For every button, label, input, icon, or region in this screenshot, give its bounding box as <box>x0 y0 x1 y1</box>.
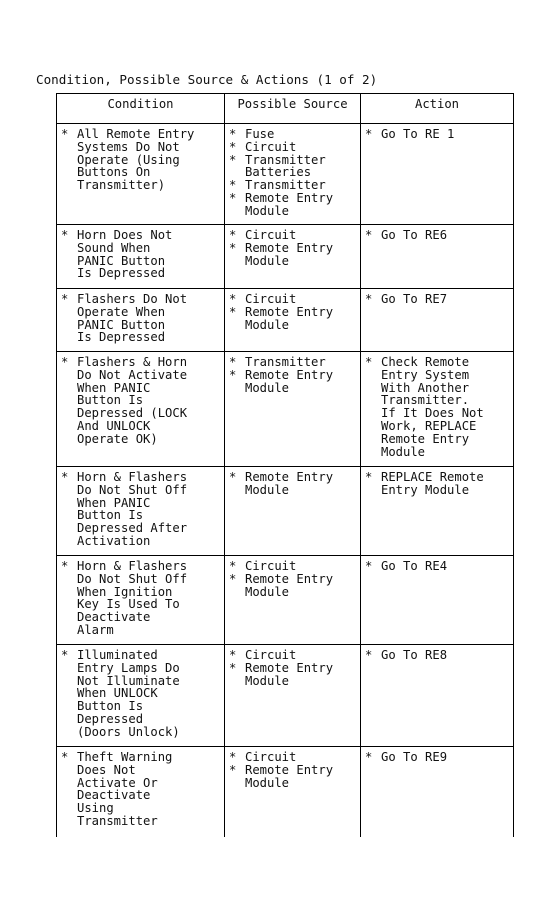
action-text: Go To RE7 <box>381 292 448 306</box>
list-item <box>61 649 220 739</box>
list-item <box>229 560 356 573</box>
source-list <box>229 560 356 598</box>
bullet-marker: * <box>229 470 237 484</box>
condition-list <box>61 356 220 446</box>
source-text: Transmitter Batteries <box>245 152 326 180</box>
action-list <box>365 128 509 141</box>
source-list <box>229 649 356 687</box>
list-item <box>229 751 356 764</box>
table-body <box>57 124 514 837</box>
condition-cell <box>57 645 225 747</box>
list-item <box>229 192 356 218</box>
source-list <box>229 293 356 331</box>
bullet-marker: * <box>365 648 373 662</box>
list-item <box>61 560 220 637</box>
source-text: Remote Entry Module <box>245 470 334 497</box>
list-item <box>229 356 356 369</box>
source-text: Circuit <box>245 292 297 306</box>
condition-cell <box>57 747 225 837</box>
source-text: Remote Entry Module <box>245 367 334 395</box>
list-item <box>61 471 220 548</box>
bullet-marker: * <box>365 127 373 141</box>
condition-text: Theft Warning Does Not Activate Or Deactivate Using Transmitter <box>77 750 173 828</box>
list-item <box>61 751 220 828</box>
source-text: Circuit <box>245 228 297 242</box>
source-text: Transmitter <box>245 355 326 369</box>
action-text: REPLACE Remote Entry Module <box>381 470 484 497</box>
bullet-marker: * <box>229 367 237 382</box>
bullet-marker: * <box>61 228 69 242</box>
table-row <box>57 352 514 467</box>
source-text: Transmitter <box>245 178 326 193</box>
list-item <box>229 306 356 332</box>
action-text: Go To RE4 <box>381 559 448 573</box>
bullet-marker: * <box>61 355 69 369</box>
bullet-marker: * <box>229 660 237 675</box>
bullet-marker: * <box>365 355 373 369</box>
action-cell <box>361 467 514 556</box>
action-cell <box>361 225 514 289</box>
list-item <box>365 293 509 306</box>
list-item <box>229 154 356 180</box>
condition-list <box>61 293 220 344</box>
source-text: Remote Entry Module <box>245 762 334 790</box>
condition-list <box>61 649 220 739</box>
action-text: Go To RE9 <box>381 750 448 764</box>
source-cell <box>225 645 361 747</box>
condition-cell <box>57 352 225 467</box>
action-text: Go To RE 1 <box>381 127 455 141</box>
condition-text: Horn Does Not Sound When PANIC Button Is Depressed <box>77 228 173 281</box>
bullet-marker: * <box>365 470 373 484</box>
bullet-marker: * <box>229 571 237 586</box>
source-cell <box>225 289 361 352</box>
action-list <box>365 356 509 458</box>
action-cell <box>361 747 514 837</box>
table-row <box>57 225 514 289</box>
source-text: Remote Entry Module <box>245 571 334 599</box>
source-text: Circuit <box>245 559 297 573</box>
condition-cell <box>57 556 225 645</box>
action-cell <box>361 645 514 747</box>
list-item <box>365 560 509 573</box>
source-text: Circuit <box>245 139 297 154</box>
header-row <box>57 94 514 124</box>
action-list <box>365 293 509 306</box>
list-item <box>61 293 220 344</box>
action-text: Go To RE6 <box>381 228 448 242</box>
list-item <box>61 229 220 280</box>
list-item <box>365 649 509 662</box>
table-title: Condition, Possible Source & Actions (1 of 2) <box>36 72 378 87</box>
action-list <box>365 649 509 662</box>
table-row <box>57 747 514 837</box>
bullet-marker: * <box>61 127 69 141</box>
source-text: Remote Entry Module <box>245 304 334 332</box>
list-item <box>365 471 509 497</box>
condition-text: Illuminated Entry Lamps Do Not Illuminate When UNLOCK Button Is Depressed (Doors Unlock) <box>77 648 180 739</box>
source-cell <box>225 467 361 556</box>
source-cell <box>225 225 361 289</box>
action-cell <box>361 352 514 467</box>
source-cell <box>225 124 361 225</box>
troubleshooting-table <box>56 93 514 837</box>
condition-cell <box>57 467 225 556</box>
list-item <box>229 471 356 497</box>
action-cell <box>361 124 514 225</box>
source-list <box>229 356 356 394</box>
bullet-marker: * <box>229 355 237 369</box>
list-item <box>229 141 356 154</box>
action-text: Check Remote Entry System With Another Transmitter. If It Does Not Work, REPLACE Remote Entry Module <box>381 355 484 459</box>
list-item <box>229 764 356 790</box>
source-list <box>229 128 356 218</box>
bullet-marker: * <box>229 750 237 764</box>
bullet-marker: * <box>365 750 373 764</box>
bullet-marker: * <box>61 648 69 662</box>
bullet-marker: * <box>229 648 237 662</box>
table-row <box>57 289 514 352</box>
condition-cell <box>57 124 225 225</box>
header-action: Action <box>361 94 514 124</box>
source-list <box>229 229 356 267</box>
source-text: Fuse <box>245 127 275 141</box>
source-cell <box>225 556 361 645</box>
bullet-marker: * <box>229 228 237 242</box>
list-item <box>229 573 356 599</box>
condition-cell <box>57 225 225 289</box>
bullet-marker: * <box>229 127 237 141</box>
condition-text: Flashers Do Not Operate When PANIC Button Is Depressed <box>77 292 188 345</box>
list-item <box>365 128 509 141</box>
condition-text: Flashers & Horn Do Not Activate When PANIC Button Is Depressed (LOCK And UNLOCK Operate OK) <box>77 355 188 446</box>
condition-list <box>61 751 220 828</box>
condition-list <box>61 471 220 548</box>
list-item <box>229 662 356 688</box>
list-item <box>229 128 356 141</box>
action-list <box>365 751 509 764</box>
list-item <box>229 229 356 242</box>
condition-text: Horn & Flashers Do Not Shut Off When Ignition Key Is Used To Deactivate Alarm <box>77 559 188 637</box>
list-item <box>61 128 220 192</box>
table-row <box>57 645 514 747</box>
source-list <box>229 471 356 497</box>
list-item <box>229 369 356 395</box>
condition-list <box>61 229 220 280</box>
action-cell <box>361 556 514 645</box>
source-cell <box>225 352 361 467</box>
source-list <box>229 751 356 789</box>
action-text: Go To RE8 <box>381 648 448 662</box>
list-item <box>229 242 356 268</box>
list-item <box>229 649 356 662</box>
bullet-marker: * <box>229 292 237 306</box>
list-item <box>365 751 509 764</box>
source-text: Remote Entry Module <box>245 660 334 688</box>
bullet-marker: * <box>229 559 237 573</box>
bullet-marker: * <box>61 470 69 484</box>
bullet-marker: * <box>365 292 373 306</box>
bullet-marker: * <box>229 139 237 154</box>
action-list <box>365 560 509 573</box>
condition-list <box>61 560 220 637</box>
bullet-marker: * <box>61 292 69 306</box>
table-row <box>57 556 514 645</box>
action-list <box>365 471 509 497</box>
list-item <box>365 229 509 242</box>
bullet-marker: * <box>365 228 373 242</box>
bullet-marker: * <box>229 178 237 193</box>
bullet-marker: * <box>229 190 237 205</box>
bullet-marker: * <box>229 762 237 777</box>
table-row <box>57 124 514 225</box>
bullet-marker: * <box>229 240 237 255</box>
source-text: Circuit <box>245 648 297 662</box>
condition-text: All Remote Entry Systems Do Not Operate (Using Buttons On Transmitter) <box>77 127 195 193</box>
source-text: Remote Entry Module <box>245 240 334 268</box>
header-possible-source: Possible Source <box>225 94 361 124</box>
list-item <box>61 356 220 446</box>
bullet-marker: * <box>365 559 373 573</box>
condition-list <box>61 128 220 192</box>
bullet-marker: * <box>229 304 237 319</box>
action-list <box>365 229 509 242</box>
source-cell <box>225 747 361 837</box>
bullet-marker: * <box>229 152 237 167</box>
bullet-marker: * <box>61 750 69 764</box>
bullet-marker: * <box>61 559 69 573</box>
condition-cell <box>57 289 225 352</box>
action-cell <box>361 289 514 352</box>
source-text: Circuit <box>245 750 297 764</box>
condition-text: Horn & Flashers Do Not Shut Off When PANIC Button Is Depressed After Activation <box>77 470 188 548</box>
table-row <box>57 467 514 556</box>
list-item <box>365 356 509 458</box>
source-text: Remote Entry Module <box>245 190 334 218</box>
list-item <box>229 293 356 306</box>
header-condition: Condition <box>57 94 225 124</box>
